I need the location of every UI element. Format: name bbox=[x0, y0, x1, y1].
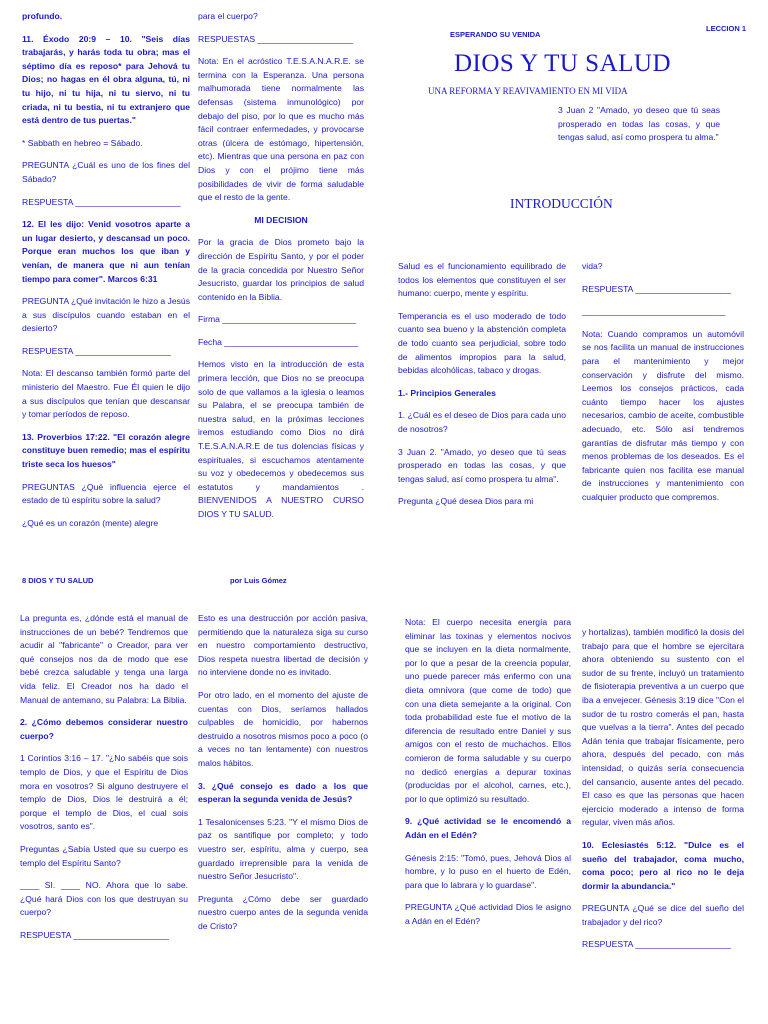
section-heading-introduccion: INTRODUCCIÓN bbox=[510, 196, 613, 211]
paragraph: vida? bbox=[582, 261, 603, 271]
verse-text: 3 Juan 2. "Amado, yo deseo que tú seas prosperado en todas las cosas, y que tengas salud, así como prospera tu alma". bbox=[398, 446, 566, 484]
paragraph: y hortalizas), también modificó la dosis del trabajo para que el hombre se ejercitara ahora obteniendo su sustento con el sudor de su frente, incluyó un tratamiento de fisioterapia preventiva a un cuerpo que iba a envejecer. Génesis 3:19 dice "Con el sudor de tu rostro comerás el pan, hasta que vuelvas a la tierra". Antes del pecado Adán tenía que trabajar físicamente, pero ahora, después del pecado, con más intensidad, o quizás sería consecuencia del cansancio, ausente antes del pecado. El caso es que las personas que hacen ejercicio moderado a intenso de forma regular, viven más años. bbox=[582, 627, 744, 828]
note: Nota: El descanso también formó parte del ministerio del Maestro. Fue Él quien le dijo a sus discípulos que tenían que descansar y tomar períodos de reposo. bbox=[22, 368, 190, 420]
welcome-paragraph: Hemos visto en la introducción de esta primera lección, que Dios no se preocupa solo de que vallamos a la iglesia o leamos su Palabra, el se preocupa también de nuestra salud, en la próximas lecciones iremos estudiando como Dios no dirá T.E.S.A.N.A.R.E de tus dolencias físicas y espirituales, si escuchamos atentamente su voz y obedecemos y obedecemos sus estatutos y mandamientos . BIENVENIDOS A NUESTRO CURSO DIOS Y TU SALUD. bbox=[198, 359, 364, 519]
header-kicker: ESPERANDO SU VENIDA bbox=[450, 30, 541, 39]
page-footer-author: por Luis Gómez bbox=[230, 576, 287, 585]
decision-paragraph: Por la gracia de Dios prometo bajo la dirección de Espíritu Santo, y por el poder de la gracia concedida por Nuestro Señor Jesucristo, guardar los principios de salud contenido en la Biblia. bbox=[198, 237, 364, 302]
paragraph: profundo. bbox=[22, 11, 63, 21]
question-prompt: PREGUNTA ¿Qué invitación le hizo a Jesús a sus discípulos cuando estaban en el desierto? bbox=[22, 296, 190, 334]
footnote: * Sabbath en hebreo = Sábado. bbox=[22, 137, 143, 148]
answer-line: RESPUESTA ____________________ bbox=[22, 345, 171, 356]
column-2 bbox=[198, 10, 364, 531]
signature-line: Firma ____________________________ bbox=[198, 314, 357, 325]
note: Nota: Cuando compramos un automóvil se nos facilita un manual de instrucciones para el mantenimiento y mejor conservación y disfrute del mismo. Leemos los consejos prácticos, cada cuánto tiempo hacer los ajustes necesarios, cambio de aceite, combustible adecuado, etc. Sólo así tendremos garantías de disfrutar más tiempo y con menos problemas de los deseados. Es el fabricante quien nos facilita ese manual de instrucciones y mantenimiento con cualquier producto que compremos. bbox=[582, 328, 744, 502]
paragraph: La pregunta es, ¿dónde está el manual de instrucciones de un bebé? Tendremos que acudir al "fabricante" o Creador, para ver qué consejos nos da de modo que ese bebé crezca saludable y tenga una larga vida feliz. El Creador nos ha dado el Manual de antemano, su Palabra: La Biblia. bbox=[20, 613, 188, 705]
question-9: 9. ¿Qué actividad se le encomendó a Adán en el Edén? bbox=[405, 816, 571, 840]
date-line: Fecha ____________________________ bbox=[198, 336, 359, 347]
paragraph: Por otro lado, en el momento del ajuste de cuentas con Dios, seríamos hallados culpables de homicidio, por habernos destruido a nosotros mismos poco a poco (o a veces no tan lentamente) con nuestros malos hábitos. bbox=[198, 689, 368, 768]
epigraph-verse: 3 Juan 2 "Amado, yo deseo que tú seas prosperado en todas las cosas, y que tengas salud, así como prospera tu alma." bbox=[558, 105, 720, 143]
column-4 bbox=[582, 260, 744, 514]
note: Nota: El cuerpo necesita energía para eliminar las toxinas y elementos nocivos que se incluyen en la dieta normalmente, por lo que a pesar de la creencia popular, uno puede parecer más enfermo con una dieta omnívora (que come de todo) que con una dieta semejante a la original. Con toda probabilidad este fue el motivo de la diferencia de resultado entre Daniel y sus amigos con el resto de muchachos. Ellos comieron de forma saludable y su cuerpo no dedicó energías a depurar toxinas (producidas por el alcohol, carnes, etc.), por lo que optimizó su resultado. bbox=[405, 617, 571, 804]
question-prompt: Pregunta ¿Cómo debe ser guardado nuestro cuerpo antes de la segunda venida de Cristo? bbox=[198, 893, 368, 931]
answer-line: RESPUESTA ____________________ bbox=[582, 939, 731, 950]
question-prompt: PREGUNTA ¿Qué actividad Dios le asigno a Adán en el Edén? bbox=[405, 902, 571, 926]
question-prompt: ____ SI. ____ NO. Ahora que lo sabe. ¿Qué hará Dios con los que destruyan su cuerpo? bbox=[20, 880, 188, 918]
question-prompt: PREGUNTA ¿Cuál es uno de los fines del Sábado? bbox=[22, 160, 190, 184]
answer-line: RESPUESTA ____________________ bbox=[20, 929, 169, 940]
question-prompt: Preguntas ¿Sabía Usted que su cuerpo es templo del Espíritu Santo? bbox=[20, 843, 188, 868]
answer-line: RESPUESTA ______________________ bbox=[22, 196, 181, 207]
column-1 bbox=[22, 10, 190, 539]
note: Nota: En el acróstico T.E.S.A.N.A.R.E. se termina con la Esperanza. Una persona malhumorada tiene normalmente las defensas (sistema inmunológico) por debajo del piso, por lo que es mucho más fácil contraer enfermedades, y provocarse otras (úlcera de estómago, hipertensión, etc). Mientras que una persona en paz con Dios y con el prójimo tiene más posibilidades de vivir de forma saludable que el resto de la gente. bbox=[198, 56, 364, 203]
question-prompt: ¿Qué es un corazón (mente) alegre bbox=[22, 517, 159, 528]
paragraph: para el cuerpo? bbox=[198, 11, 258, 21]
question-12: 12. El les dijo: Venid vosotros aparte a un lugar desierto, y descansad un poco. Porque eran muchos los que iban y venían, de manera que ni aun tenían tiempo para comer". Marcos 6:31 bbox=[22, 219, 190, 284]
lesson-number: LECCION 1 bbox=[706, 24, 747, 33]
question-1: 1. ¿Cuál es el deseo de Dios para cada uno de nosotros? bbox=[398, 410, 566, 434]
section-heading-mi-decision: MI DECISION bbox=[254, 214, 308, 225]
answer-line: ______________________________ bbox=[582, 306, 726, 317]
column-7 bbox=[405, 616, 571, 937]
page-subtitle: UNA REFORMA Y REAVIVAMIENTO EN MI VIDA bbox=[428, 86, 628, 96]
question-13: 13. Proverbios 17:22. "El corazón alegre constituye buen remedio; mas el espíritu triste seca los huesos" bbox=[22, 431, 190, 470]
verse-text: 1 Corintios 3:16 – 17. "¿No sabéis que sois templo de Dios, y que el Espíritu de Dios mora en vosotros? Si alguno destruyere el templo de Dios, Dios le destruirá a él; porque el templo de Dios, el cual sois vosotros, santo es". bbox=[20, 753, 188, 832]
question-prompt: PREGUNTAS ¿Qué influencia ejerce el estado de tú espíritu sobre la salud? bbox=[22, 481, 190, 506]
question-3: 3. ¿Qué consejo es dado a los que esperan la segunda venida de Jesús? bbox=[198, 780, 368, 805]
answer-line: RESPUESTA ____________________ bbox=[582, 283, 731, 294]
paragraph: Esto es una destrucción por acción pasiva, permitiendo que la naturaleza siga su curso en nuestro comportamiento destructivo, Dios respeta nuestra libertad de decisión y no interviene donde no es invitado. bbox=[198, 613, 368, 678]
paragraph: Temperancia es el uso moderado de todo cuanto sea bueno y la abstención completa de todo cuanto sea perjudicial, sobre todo de alimentos impropios para la salud, bebidas alcohólicas, tabaco y drogas. bbox=[398, 310, 566, 376]
question-prompt: Pregunta ¿Qué desea Dios para mi bbox=[398, 496, 534, 507]
column-8 bbox=[582, 626, 744, 961]
question-10: 10. Eclesiastés 5:12. "Dulce es el sueño del trabajador, coma mucho, coma poco; pero al rico no le deja dormir la abundancia." bbox=[582, 839, 744, 891]
answer-line: RESPUESTAS ____________________ bbox=[198, 33, 354, 44]
question-2: 2. ¿Cómo debemos considerar nuestro cuerpo? bbox=[20, 717, 188, 741]
paragraph: Salud es el funcionamiento equilibrado de todos los elementos que constituyen el ser humano: cuerpo, mente y espíritu. bbox=[398, 261, 566, 299]
section-heading-principios: 1.- Principios Generales bbox=[398, 387, 496, 398]
column-5 bbox=[20, 612, 188, 951]
page-title: DIOS Y TU SALUD bbox=[454, 50, 671, 77]
verse-text: Génesis 2:15: "Tomó, pues, Jehová Dios al hombre, y lo puso en el huerto de Edén, para que lo labrara y lo guardase". bbox=[405, 852, 571, 890]
verse-text: 1 Tesalonicenses 5:23. "Y el mismo Dios de paz os santifique por completo; y todo vuestro ser, espíritu, alma y cuerpo, sea guardado irreprensible para la venida de nuestro Señor Jesucristo". bbox=[198, 816, 368, 882]
column-3 bbox=[398, 260, 566, 518]
question-prompt: PREGUNTA ¿Qué se dice del sueño del trabajador y del rico? bbox=[582, 903, 744, 927]
question-11: 11. Éxodo 20:9 – 10. "Seis días trabajarás, y harás toda tu obra; mas el séptimo día es reposo* para Jehová tu Dios; no hagas en él obra alguna, tú, ni tu hijo, ni tu hija, ni tu siervo, ni tu criada, ni tu bestia, ni tu extranjero que está dentro de tus puertas." bbox=[22, 33, 190, 126]
column-6 bbox=[198, 612, 368, 942]
page-footer: 8 DIOS Y TU SALUD bbox=[22, 576, 94, 585]
